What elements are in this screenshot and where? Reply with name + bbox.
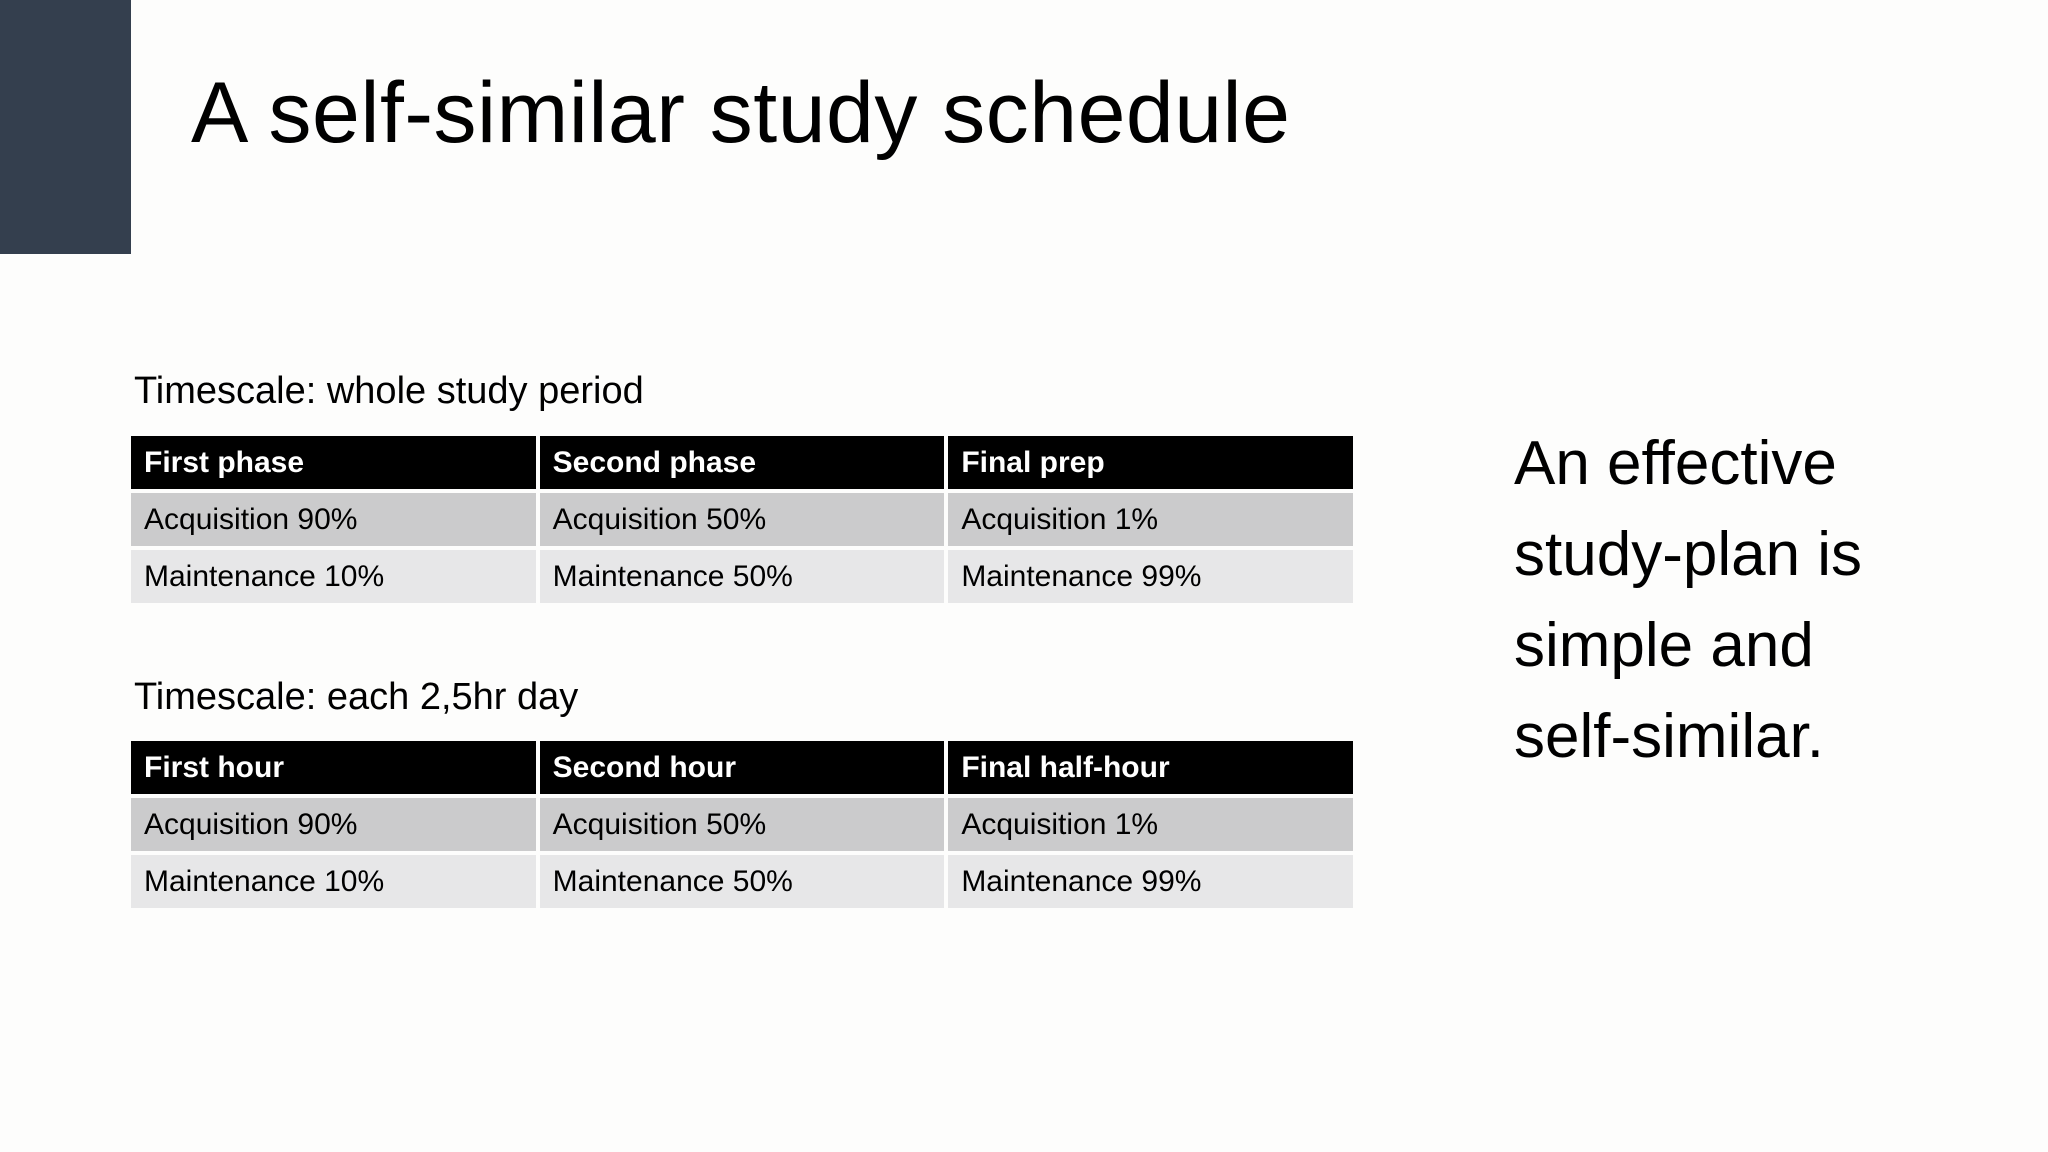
table-cell: Maintenance 99% <box>948 855 1353 908</box>
table-cell: Maintenance 99% <box>948 550 1353 603</box>
table-cell: Acquisition 90% <box>131 493 536 546</box>
side-note-line: study-plan is <box>1514 520 1863 589</box>
table-header-row <box>131 741 1353 794</box>
header-cell: Second hour <box>540 741 945 794</box>
table-row <box>131 493 1353 546</box>
slide-title: A self-similar study schedule <box>191 65 1291 161</box>
side-note-line: simple and <box>1514 611 1814 680</box>
header-cell: First hour <box>131 741 536 794</box>
header-cell: Second phase <box>540 436 945 489</box>
table-cell: Acquisition 50% <box>540 493 945 546</box>
header-cell: First phase <box>131 436 536 489</box>
table-cell: Maintenance 10% <box>131 855 536 908</box>
side-note-line: self-similar. <box>1514 702 1825 771</box>
table-cell: Maintenance 50% <box>540 550 945 603</box>
table-row <box>131 798 1353 851</box>
table-row <box>131 550 1353 603</box>
table-header-row <box>131 436 1353 489</box>
section-label-study-period: Timescale: whole study period <box>134 370 644 412</box>
table-cell: Acquisition 1% <box>948 798 1353 851</box>
table-row <box>131 855 1353 908</box>
header-cell: Final prep <box>948 436 1353 489</box>
side-note <box>1514 418 1994 782</box>
table-cell: Acquisition 1% <box>948 493 1353 546</box>
study-period-table <box>127 432 1357 607</box>
side-note-line: An effective <box>1514 429 1837 498</box>
table-cell: Acquisition 50% <box>540 798 945 851</box>
table-cell: Maintenance 10% <box>131 550 536 603</box>
accent-bar <box>0 0 131 254</box>
header-cell: Final half-hour <box>948 741 1353 794</box>
section-label-daily: Timescale: each 2,5hr day <box>134 676 579 718</box>
table-cell: Acquisition 90% <box>131 798 536 851</box>
daily-schedule-table <box>127 737 1357 912</box>
table-cell: Maintenance 50% <box>540 855 945 908</box>
